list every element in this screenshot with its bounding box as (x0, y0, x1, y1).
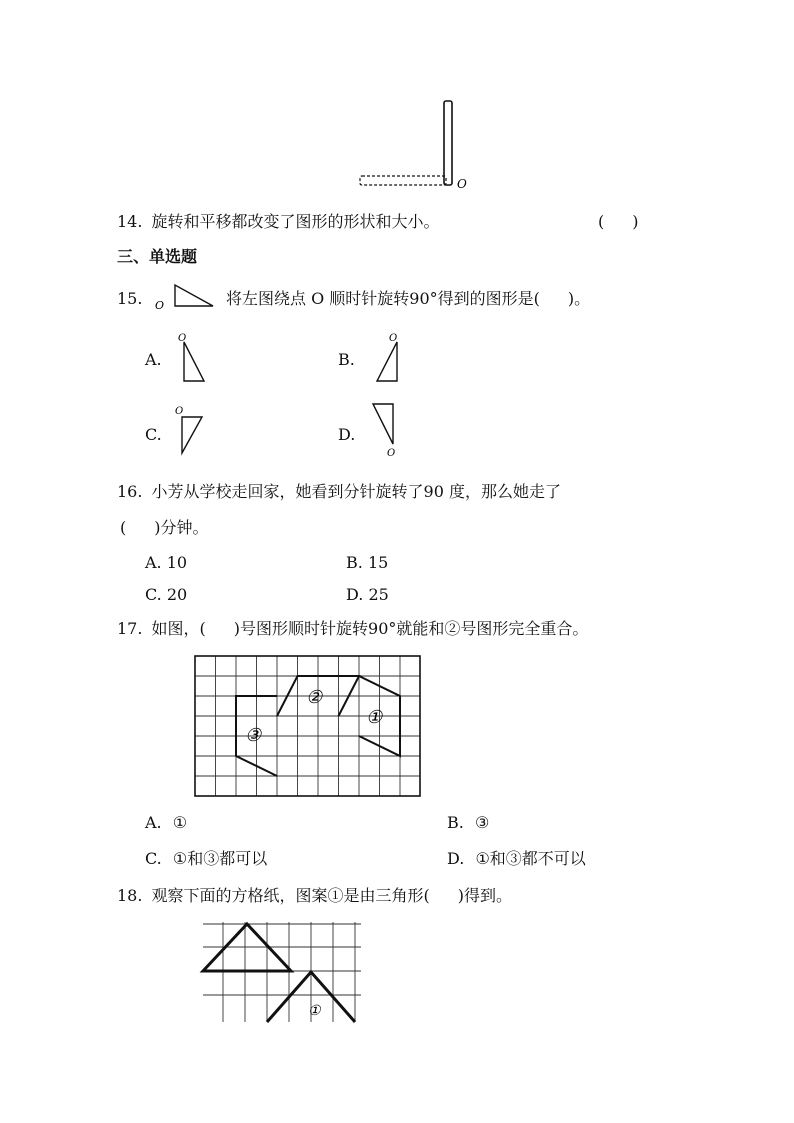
q15-point-o-label: O (155, 299, 165, 312)
q18-triangle-top (203, 924, 291, 971)
q16-option-b[interactable] (346, 553, 388, 573)
section-title-single-choice: 三、单选题 (117, 247, 198, 266)
q15-option-a-point-label: O (178, 333, 187, 344)
q15-option-b-label: B. (338, 350, 355, 369)
q15-option-a[interactable] (145, 350, 162, 370)
q15-option-d-label: D. (338, 425, 356, 444)
q14-text: 旋转和平移都改变了图形的形状和大小。 (151, 212, 440, 231)
q17-option-b-label: B. (447, 813, 464, 832)
q15-option-d[interactable] (338, 425, 355, 445)
q17-option-b[interactable] (447, 813, 489, 833)
q15-text-after: )。 (567, 289, 591, 308)
q17-shape-label-1: ① (366, 707, 383, 728)
q16-blank-open: ( (120, 518, 127, 537)
q17-text-after: )号图形顺时针旋转90°就能和②号图形完全重合。 (233, 619, 589, 638)
q16-text-line2: )分钟。 (154, 518, 209, 537)
q15-option-a-figure[interactable] (172, 330, 212, 385)
q17-shape-label-2: ② (306, 687, 323, 708)
q15-option-b-figure[interactable] (365, 330, 405, 385)
q17-option-d-label: D. (447, 849, 465, 868)
q15-option-b-point-label: O (389, 333, 398, 344)
q16-question-line1 (117, 482, 561, 502)
q16-option-a-value: 10 (166, 553, 188, 572)
q16-option-d-value: 25 (368, 585, 389, 604)
q15-option-c[interactable] (145, 425, 162, 445)
q16-option-b-value: 15 (367, 553, 389, 572)
q16-text-line1: 小芳从学校走回家，她看到分针旋转了90 度，那么她走了 (151, 482, 561, 501)
q17-text-before: 如图，( (151, 619, 206, 638)
q15-option-a-label: A. (145, 350, 162, 369)
q15-option-d-figure[interactable] (363, 400, 403, 458)
q16-option-b-label: B. (346, 553, 363, 572)
q16-option-a-label: A. (145, 553, 162, 572)
q18-question (117, 886, 512, 906)
q17-option-a-value: ① (172, 813, 188, 832)
q17-option-c-label: C. (145, 849, 162, 868)
q16-option-a[interactable] (145, 553, 187, 573)
q14-number: 14. (117, 212, 143, 231)
q17-number: 17. (117, 619, 143, 638)
q17-option-a[interactable] (145, 813, 187, 833)
q15-option-b[interactable] (338, 350, 355, 370)
q16-question-line2 (120, 518, 209, 538)
q17-option-b-value: ③ (474, 813, 490, 832)
q15-question-text (226, 289, 590, 309)
q17-option-c-value: ①和③都可以 (172, 849, 268, 868)
q16-option-c-label: C. (145, 585, 162, 604)
q15-option-c-figure[interactable] (170, 403, 210, 458)
q14-answer-open: ( (598, 212, 605, 231)
q17-option-d[interactable] (447, 849, 586, 869)
q14-answer-close: ) (632, 212, 639, 231)
q14-rotation-figure (355, 95, 475, 195)
q15-number: 15. (117, 289, 143, 308)
q16-option-d[interactable] (346, 585, 389, 605)
q18-grid-figure (203, 922, 363, 1024)
q17-grid-figure (195, 656, 421, 797)
q15-option-c-point-label: O (175, 406, 184, 417)
q16-number: 16. (117, 482, 143, 501)
q14-question (117, 212, 440, 232)
q15-text-before: 将左图绕点 O 顺时针旋转90°得到的图形是( (226, 289, 540, 308)
q15-option-d-point-label: O (387, 448, 396, 459)
q15-source-triangle (153, 280, 218, 310)
q18-text-after: )得到。 (457, 886, 513, 905)
q17-question (117, 619, 588, 639)
q17-option-d-value: ①和③都不可以 (475, 849, 586, 868)
q16-option-c-value: 20 (166, 585, 188, 604)
q18-shape-label-1: ① (308, 1003, 321, 1019)
q14-answer-blank[interactable] (598, 212, 639, 232)
q16-option-c[interactable] (145, 585, 187, 605)
q18-text-before: 观察下面的方格纸，图案①是由三角形( (151, 886, 430, 905)
q18-number: 18. (117, 886, 143, 905)
q15-option-c-label: C. (145, 425, 162, 444)
q16-option-d-label: D. (346, 585, 364, 604)
q17-shape-label-3: ③ (245, 725, 262, 746)
q17-option-c[interactable] (145, 849, 267, 869)
q14-point-o-label: O (457, 177, 467, 191)
q17-option-a-label: A. (145, 813, 162, 832)
